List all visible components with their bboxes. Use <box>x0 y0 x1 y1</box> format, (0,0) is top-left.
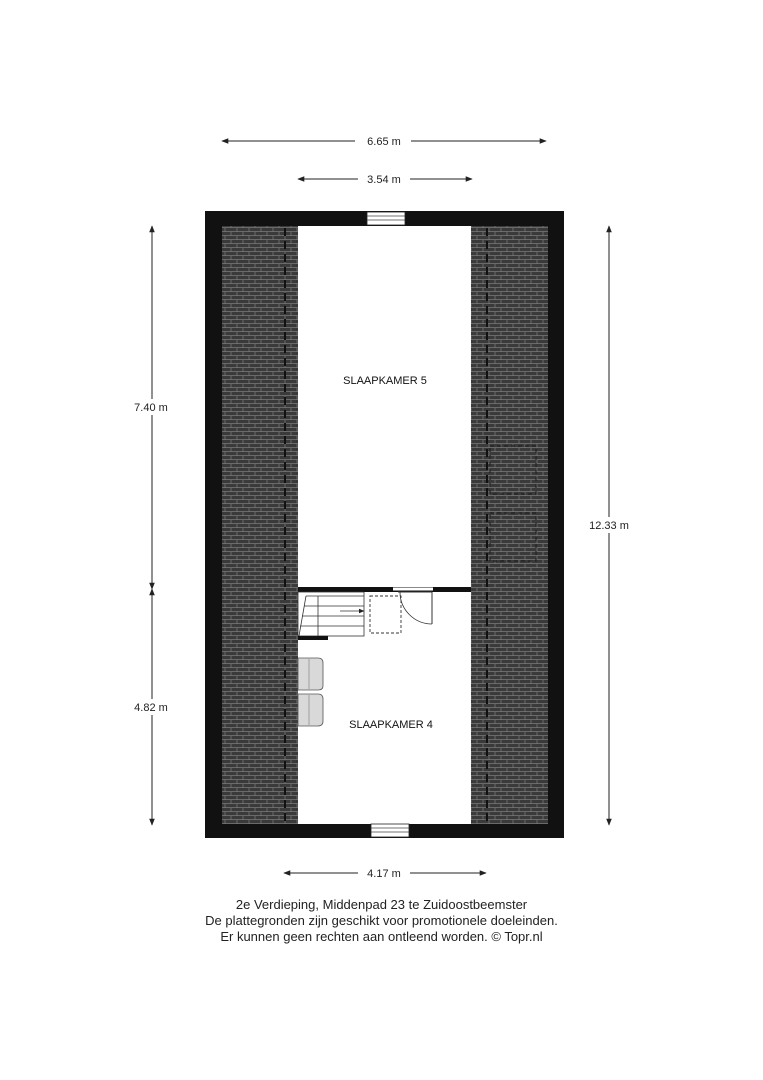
dimension-left-upper <box>126 226 176 589</box>
dimension-left-lower <box>126 589 176 825</box>
dimension-top-total-label: 6.65 m <box>367 136 401 148</box>
radiator-lower <box>298 694 323 726</box>
dimension-bottom-inner-label: 4.17 m <box>367 868 401 880</box>
dimension-bottom-inner <box>284 865 486 881</box>
caption-disclaimer-2: Er kunnen geen rechten aan ontleend worden. © Topr.nl <box>220 929 543 944</box>
window-top <box>367 212 405 225</box>
window-bottom <box>371 824 409 837</box>
dimension-left-upper-label: 7.40 m <box>134 402 168 414</box>
dimension-right-total-label: 12.33 m <box>589 520 629 532</box>
dimension-top-total <box>222 133 546 149</box>
caption-disclaimer-1: De plattegronden zijn geschikt voor promotionele doeleinden. <box>205 913 558 928</box>
radiator-upper <box>298 658 323 690</box>
caption-address: 2e Verdieping, Middenpad 23 te Zuidoostbeemster <box>235 897 528 912</box>
roof-slope-left <box>222 226 298 824</box>
room-upper-floor <box>298 226 471 588</box>
caption <box>0 897 763 945</box>
dimension-left-lower-label: 4.82 m <box>134 702 168 714</box>
dimension-top-inner <box>298 171 472 187</box>
dimension-top-inner-label: 3.54 m <box>367 174 401 186</box>
staircase <box>298 592 364 640</box>
room-label-lower: SLAAPKAMER 4 <box>349 719 433 731</box>
dimension-right-total <box>583 226 637 825</box>
partition-wall <box>298 587 471 591</box>
room-label-upper: SLAAPKAMER 5 <box>343 375 427 387</box>
